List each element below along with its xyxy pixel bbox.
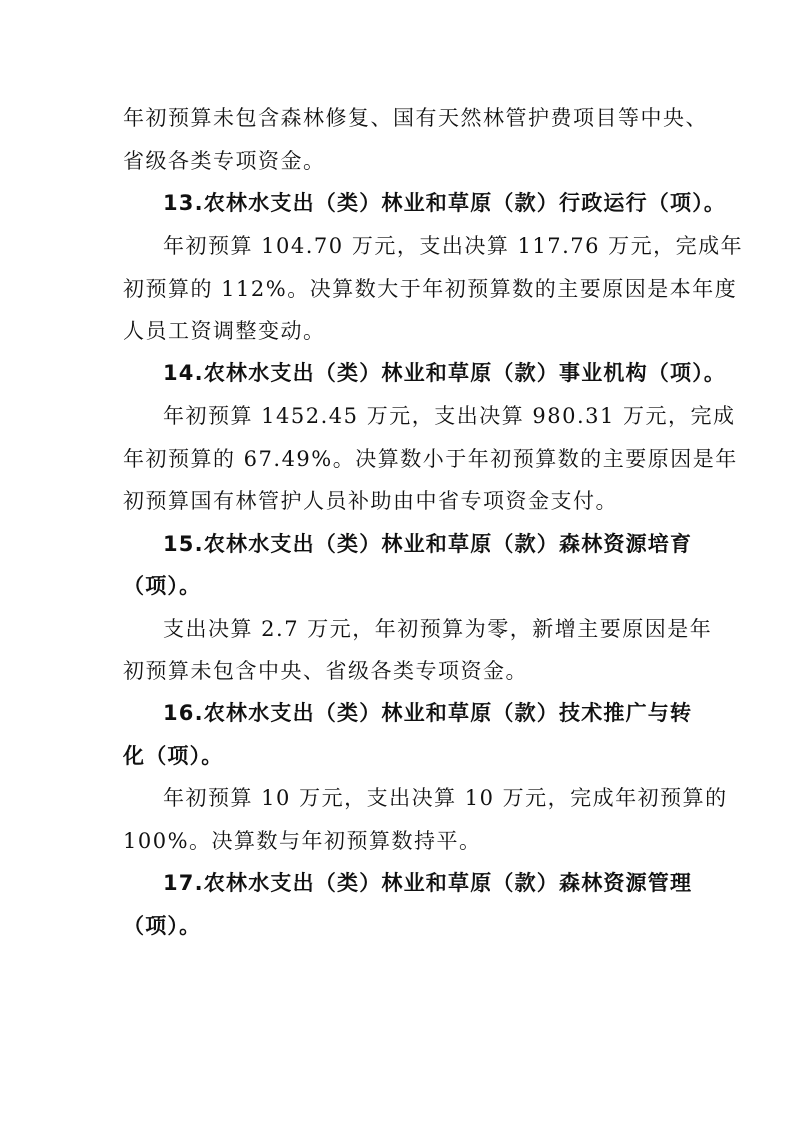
section-heading-14: 14.农林水支出（类）林业和草原（款）事业机构（项）。	[163, 361, 727, 385]
paragraph-line: 初预算国有林管护人员补助由中省专项资金支付。	[123, 489, 618, 513]
paragraph-line: 年初预算 10 万元，支出决算 10 万元，完成年初预算的	[163, 786, 728, 810]
section-heading-17: 17.农林水支出（类）林业和草原（款）森林资源管理	[163, 871, 693, 895]
paragraph-line: 初预算未包含中央、省级各类专项资金。	[123, 659, 528, 683]
section-heading-16: 16.农林水支出（类）林业和草原（款）技术推广与转	[163, 701, 693, 725]
paragraph-line: 年初预算 104.70 万元，支出决算 117.76 万元，完成年	[163, 234, 744, 258]
paragraph-line: 年初预算的 67.49%。决算数小于年初预算数的主要原因是年	[123, 447, 738, 471]
paragraph-line: 初预算的 112%。决算数大于年初预算数的主要原因是本年度	[123, 277, 738, 301]
section-heading-15-continued: （项）。	[123, 574, 202, 598]
section-heading-16-continued: 化（项）。	[123, 744, 224, 768]
section-heading-13: 13.农林水支出（类）林业和草原（款）行政运行（项）。	[163, 191, 727, 215]
section-heading-15: 15.农林水支出（类）林业和草原（款）森林资源培育	[163, 532, 693, 556]
paragraph-line: 年初预算未包含森林修复、国有天然林管护费项目等中央、	[123, 106, 708, 130]
paragraph-line: 支出决算 2.7 万元，年初预算为零，新增主要原因是年	[163, 617, 713, 641]
paragraph-line: 省级各类专项资金。	[123, 149, 326, 173]
paragraph-line: 100%。决算数与年初预算数持平。	[123, 829, 482, 853]
paragraph-line: 人员工资调整变动。	[123, 319, 326, 343]
paragraph-line: 年初预算 1452.45 万元，支出决算 980.31 万元，完成	[163, 404, 736, 428]
section-heading-17-continued: （项）。	[123, 914, 202, 938]
